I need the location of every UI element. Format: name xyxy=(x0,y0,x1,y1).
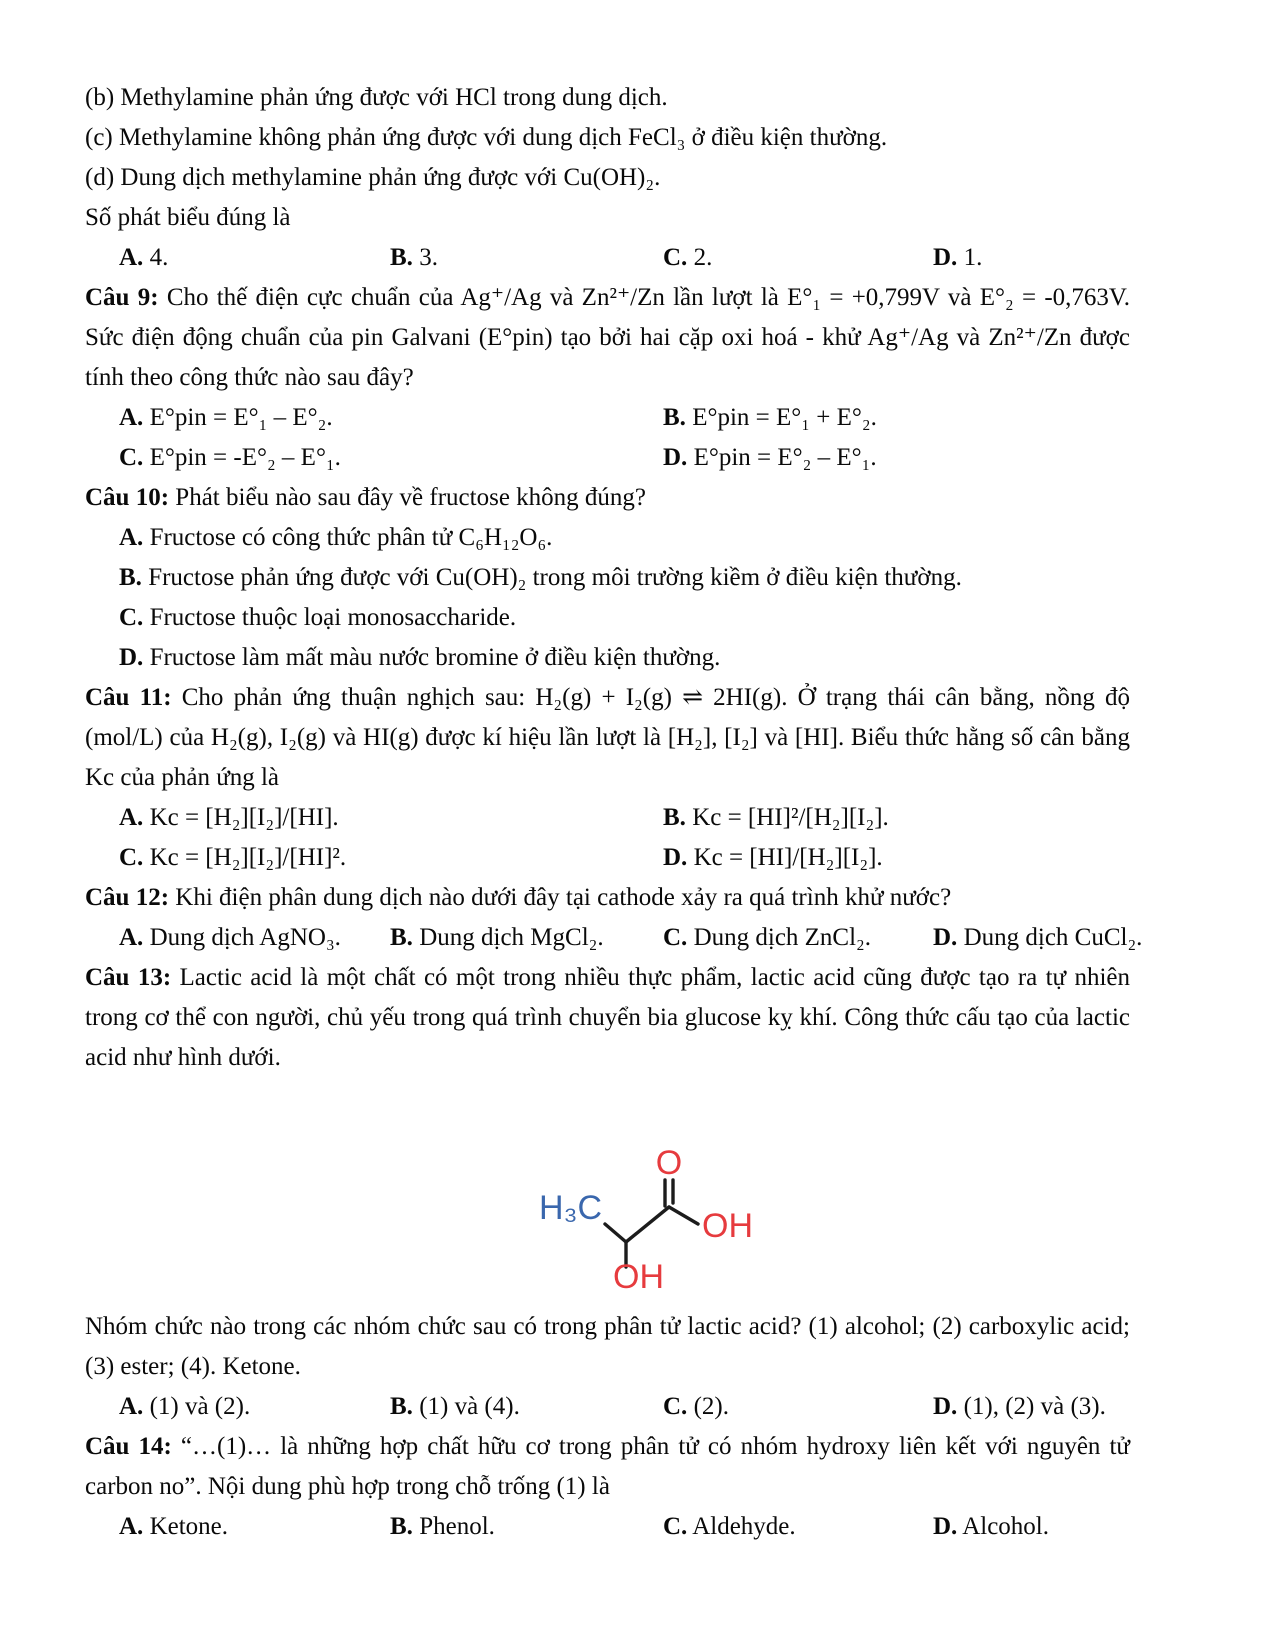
option-letter: B. xyxy=(390,1393,413,1420)
question-9-options-row-2 xyxy=(85,438,1130,478)
question-10-option-b xyxy=(85,558,1130,598)
option-letter: A. xyxy=(119,244,144,271)
question-12 xyxy=(85,878,1130,918)
option-letter: B. xyxy=(663,404,686,431)
question-11-options-row-1 xyxy=(85,798,1130,838)
question-10-text: Phát biểu nào sau đây về fructose không đúng? xyxy=(175,484,647,511)
option-a xyxy=(119,918,341,958)
option-letter: B. xyxy=(390,1513,413,1540)
option-c xyxy=(663,1507,796,1547)
option-letter: C. xyxy=(663,1513,688,1540)
lactic-acid-figure xyxy=(85,1078,1130,1307)
question-9-text: Cho thế điện cực chuẩn của Ag⁺/Ag và Zn²⁺/Zn lần lượt là E°₁ = +0,799V và E°₂ = -0,763V. Sức điện động chuẩn của pin Galvani (E°pin) tạo bởi hai cặp oxi hoá - khử Ag⁺/Ag và Zn²⁺/Zn được tính theo công thức nào sau đây? xyxy=(85,284,1131,391)
option-d xyxy=(933,1507,1049,1547)
option-letter: A. xyxy=(119,524,144,551)
option-letter: C. xyxy=(663,1393,688,1420)
option-c xyxy=(663,238,712,278)
question-11-label: Câu 11: xyxy=(85,684,172,711)
option-c xyxy=(663,918,871,958)
option-text: E°pin = E°₁ + E°₂. xyxy=(692,404,877,431)
option-d xyxy=(933,1387,1106,1427)
option-letter: A. xyxy=(119,804,144,831)
question-10-label: Câu 10: xyxy=(85,484,170,511)
statement-b: (b) Methylamine phản ứng được với HCl trong dung dịch. xyxy=(85,84,668,111)
option-text: E°pin = E°₁ – E°₂. xyxy=(149,404,333,431)
question-9-options-row-1 xyxy=(85,398,1130,438)
exam-content xyxy=(85,78,1143,1547)
option-c xyxy=(663,1387,729,1427)
question-10-option-c xyxy=(85,598,1130,638)
question-12-text: Khi điện phân dung dịch nào dưới đây tại cathode xảy ra quá trình khử nước? xyxy=(175,884,952,911)
option-text: Fructose có công thức phân tử C₆H₁₂O₆. xyxy=(149,524,553,551)
option-letter: B. xyxy=(390,244,413,271)
hydroxyl-oh-label: OH xyxy=(613,1258,664,1296)
option-text: Kc = [HI]/[H₂][I₂]. xyxy=(693,844,883,871)
question-11-options-row-2 xyxy=(85,838,1130,878)
option-letter: A. xyxy=(119,1513,144,1540)
carbonyl-oxygen-label: O xyxy=(655,1144,683,1182)
option-text: (1) và (2). xyxy=(149,1393,251,1420)
question-10 xyxy=(85,478,1130,518)
question-13 xyxy=(85,958,1130,1078)
option-b xyxy=(663,798,889,838)
option-text: 2. xyxy=(693,244,713,271)
bond-methyl-to-central-c xyxy=(605,1224,626,1242)
option-text: Phenol. xyxy=(419,1513,495,1540)
question-14-options-row xyxy=(85,1507,1130,1547)
option-d xyxy=(933,238,982,278)
options-row-count xyxy=(85,238,1130,278)
option-b xyxy=(663,398,877,438)
option-letter: A. xyxy=(119,924,144,951)
bond-carboxyl-to-oh xyxy=(669,1207,698,1224)
option-text: 3. xyxy=(419,244,438,271)
option-letter: D. xyxy=(119,644,144,671)
question-14-label: Câu 14: xyxy=(85,1433,172,1460)
option-text: Alcohol. xyxy=(962,1513,1049,1540)
option-d xyxy=(663,438,877,478)
bond-carboxyl-to-central-c xyxy=(626,1207,669,1242)
option-letter: C. xyxy=(663,244,688,271)
option-text: Kc = [H₂][I₂]/[HI]². xyxy=(149,844,347,871)
question-13-followup xyxy=(85,1307,1130,1387)
option-text: (2). xyxy=(693,1393,729,1420)
option-text: Ketone. xyxy=(149,1513,229,1540)
question-9-label: Câu 9: xyxy=(85,284,159,311)
option-text: (1) và (4). xyxy=(419,1393,520,1420)
lactic-acid-structure xyxy=(522,1085,762,1300)
option-d xyxy=(663,838,883,878)
option-text: Fructose làm mất màu nước bromine ở điều kiện thường. xyxy=(149,644,721,671)
statement-c: (c) Methylamine không phản ứng được với dung dịch FeCl₃ ở điều kiện thường. xyxy=(85,124,888,151)
option-letter: C. xyxy=(663,924,688,951)
carboxyl-oh-label: OH xyxy=(702,1207,753,1245)
question-10-option-a xyxy=(85,518,1130,558)
option-text: Dung dịch MgCl₂. xyxy=(419,924,604,951)
option-letter: B. xyxy=(663,804,686,831)
question-12-options-row xyxy=(85,918,1143,958)
question-11-text: Cho phản ứng thuận nghịch sau: H₂(g) + I₂(g) ⇌ 2HI(g). Ở trạng thái cân bằng, nồng độ (mol/L) của H₂(g), I₂(g) và HI(g) được kí hiệu lần lượt là [H₂], [I₂] và [HI]. Biểu thức hằng số cân bằng Kc của phản ứng là xyxy=(85,684,1131,791)
question-14 xyxy=(85,1427,1130,1507)
option-c xyxy=(119,438,341,478)
option-a xyxy=(119,1387,250,1427)
option-a xyxy=(119,238,168,278)
question-13-options-row xyxy=(85,1387,1130,1427)
option-text: (1), (2) và (3). xyxy=(963,1393,1106,1420)
option-text: Kc = [HI]²/[H₂][I₂]. xyxy=(692,804,889,831)
option-letter: D. xyxy=(933,1513,958,1540)
option-a xyxy=(119,1507,228,1547)
option-text: Fructose phản ứng được với Cu(OH)₂ trong môi trường kiềm ở điều kiện thường. xyxy=(148,564,962,591)
option-letter: C. xyxy=(119,444,144,471)
question-13-text: Lactic acid là một chất có một trong nhiều thực phẩm, lactic acid cũng được tạo ra tự nhiên trong cơ thể con người, chủ yếu trong quá trình chuyển bia glucose kỵ khí. Công thức cấu tạo của lactic acid như hình dưới. xyxy=(85,964,1130,1071)
option-b xyxy=(390,918,604,958)
option-letter: D. xyxy=(663,844,688,871)
option-b xyxy=(390,238,438,278)
option-b xyxy=(390,1507,495,1547)
question-10-option-d xyxy=(85,638,1130,678)
option-a xyxy=(119,798,339,838)
methyl-group-label: H₃C xyxy=(539,1189,602,1227)
question-13-followup-text: Nhóm chức nào trong các nhóm chức sau có trong phân tử lactic acid? (1) alcohol; (2) carboxylic acid; (3) ester; (4). Ketone. xyxy=(85,1313,1130,1380)
option-letter: A. xyxy=(119,1393,144,1420)
option-text: Fructose thuộc loại monosaccharide. xyxy=(149,604,517,631)
option-letter: B. xyxy=(119,564,142,591)
question-14-text: “…(1)… là những hợp chất hữu cơ trong phân tử có nhóm hydroxy liên kết với nguyên tử carbon no”. Nội dung phù hợp trong chỗ trống (1) là xyxy=(85,1433,1130,1500)
option-text: E°pin = E°₂ – E°₁. xyxy=(693,444,877,471)
option-text: Dung dịch ZnCl₂. xyxy=(693,924,872,951)
option-letter: D. xyxy=(663,444,688,471)
question-9 xyxy=(85,278,1130,398)
option-letter: B. xyxy=(390,924,413,951)
option-d xyxy=(933,918,1142,958)
option-text: 1. xyxy=(963,244,983,271)
option-letter: D. xyxy=(933,1393,958,1420)
option-letter: D. xyxy=(933,244,958,271)
option-a xyxy=(119,398,333,438)
option-text: Dung dịch AgNO₃. xyxy=(149,924,341,951)
statement-d: (d) Dung dịch methylamine phản ứng được với Cu(OH)₂. xyxy=(85,164,661,191)
option-text: Kc = [H₂][I₂]/[HI]. xyxy=(149,804,339,831)
option-b xyxy=(390,1387,520,1427)
question-13-label: Câu 13: xyxy=(85,964,172,991)
option-text: Dung dịch CuCl₂. xyxy=(963,924,1143,951)
statement-count-question: Số phát biểu đúng là xyxy=(85,204,291,231)
question-11 xyxy=(85,678,1130,798)
option-text: Aldehyde. xyxy=(692,1513,796,1540)
option-text: 4. xyxy=(149,244,169,271)
question-12-label: Câu 12: xyxy=(85,884,170,911)
option-letter: C. xyxy=(119,844,144,871)
option-letter: A. xyxy=(119,404,144,431)
option-text: E°pin = -E°₂ – E°₁. xyxy=(149,444,341,471)
option-letter: C. xyxy=(119,604,144,631)
option-letter: D. xyxy=(933,924,958,951)
option-c xyxy=(119,838,346,878)
